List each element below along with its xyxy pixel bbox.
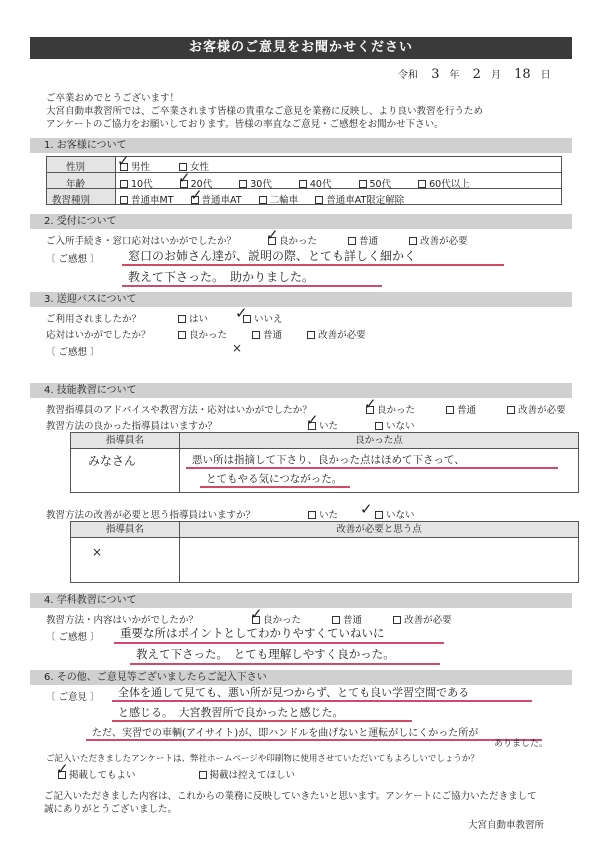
handwritten-answer[interactable]: 教えて下さった。 とても理解しやすく良かった。 [136,647,395,661]
bus-question-use: ご利用されましたか？ [46,314,142,325]
checkbox-age-10s[interactable] [120,180,128,188]
checkbox-improve[interactable] [307,331,315,339]
handwritten-instructor-name[interactable]: みなさん [88,454,137,468]
option-label: 改善が必要 [318,330,366,341]
option-label: 普通 [457,405,477,416]
school-name: 大宮自動車教習所 [468,820,545,831]
bus-use-options [178,311,283,325]
option-label: いない [386,421,415,432]
check-mark-icon: ✓ [364,395,377,413]
checkbox-improve[interactable] [409,237,417,245]
age-option: 40代 [309,179,332,190]
check-mark-icon: ✓ [178,169,191,187]
underline [86,739,542,741]
age-option: 50代 [369,179,392,190]
checkbox-normal[interactable] [446,406,454,414]
type-option: 普通車MT [131,195,174,206]
check-mark-icon: ✓ [190,186,203,204]
handwritten-opinion[interactable]: ただ、実習での車輌(アイサイト)が、即ハンドルを曲げないと運転がしにくかった所が [92,728,479,739]
underline [122,285,382,287]
opinion-label: 〔 ご感想 〕 [46,254,100,265]
female-label: 女性 [190,162,210,173]
reception-question: ご入所手続き・窓口応対はいかがでしたか？ [46,236,237,247]
gender-options [120,159,209,173]
section-header-academic: 4. 学科教習について [30,593,572,608]
skills-question-improve-instructor: 教習方法の改善が必要と思う指導員はいますか？ [46,510,256,521]
handwritten-opinion-note[interactable]: ありました。 [494,739,549,749]
age-label: 年齢 [66,179,86,190]
checkbox-normal[interactable] [348,237,356,245]
bus-question-service: 応対はいかがでしたか？ [46,330,151,341]
option-label: 良かった [279,236,318,247]
option-label: 掲載してもよい [69,770,136,781]
academic-options [252,612,452,626]
bus-service-options [178,327,366,341]
checkbox-no[interactable] [375,422,383,430]
handwritten-answer[interactable]: × [232,341,243,355]
date-day[interactable]: 18 [514,67,531,82]
option-label: はい [189,314,209,325]
consent-options [58,767,295,781]
age-option: 60代以上 [429,179,470,190]
option-label: 改善が必要 [518,405,566,416]
section-header-other: 6. その他、ご意見等ございましたらご記入下さい [30,670,572,685]
good-instructor-options [308,418,415,432]
underline [122,264,504,266]
intro-line: ご卒業おめでとうございます！ [46,93,180,104]
underline [112,700,532,702]
checkbox-yes[interactable] [178,315,186,323]
skills-question-good-instructor: 教習方法の良かった指導員はいますか？ [46,421,218,432]
checkbox-improve[interactable] [507,406,515,414]
type-option: 二輪車 [269,195,299,206]
underline [114,642,444,644]
handwritten-opinion[interactable]: と感じる。 大宮教習所で良かったと感じた。 [118,706,344,719]
handwritten-answer[interactable]: 教えて下さった。 助かりました。 [128,270,315,284]
check-mark-icon: ✓ [266,226,279,244]
opinion-label: 〔 ご意見 〕 [46,692,100,703]
option-label: いた [319,510,339,521]
checkbox-improve[interactable] [393,616,401,624]
handwritten-answer[interactable]: 窓口のお姉さん達が、説明の際、とても詳しく細かく [128,249,417,263]
age-option: 20代 [190,179,213,190]
check-mark-icon: ✓ [306,411,319,429]
option-label: 普通 [359,236,379,247]
date-month[interactable]: 2 [472,67,481,82]
option-label: いない [386,510,415,521]
option-label: いいえ [254,314,283,325]
checkbox-normal[interactable] [252,331,260,339]
checkbox-good[interactable] [178,331,186,339]
opinion-label: 〔 ご感想 〕 [46,632,100,643]
checkbox-yes[interactable] [308,511,316,519]
underline [130,663,440,665]
option-label: 改善が必要 [404,615,452,626]
instructor-name-cell [70,537,180,583]
checkbox-age-50s[interactable] [359,180,367,188]
section-header-reception: 2. 受付について [30,214,572,229]
checkbox-consent-no[interactable] [199,771,207,779]
underline [200,486,350,488]
section-header-skills: 4. 技能教習について [30,383,572,398]
handwritten-opinion[interactable]: 全体を通して見ても、悪い所が見つからず、とても良い学習空間である [118,686,470,699]
column-header-good-points: 良かった点 [179,432,579,449]
check-mark-icon: ✓ [360,500,373,518]
checkbox-age-60s[interactable] [418,180,426,188]
skills-question-instruction: 教習指導員のアドバイスや教習方法・応対はいかがでしたか？ [46,405,312,416]
checkbox-type-mt[interactable] [120,196,128,204]
gender-label: 性別 [66,162,86,173]
option-label: 改善が必要 [420,236,468,247]
check-mark-icon: ✓ [117,152,130,170]
column-header-instructor: 指導員名 [70,432,180,449]
reception-options [268,233,468,247]
option-label: 良かった [189,330,228,341]
age-options [120,176,470,190]
academic-question: 教習方法・内容はいかがでしたか？ [46,615,199,626]
section-header-bus: 3. 送迎バスについて [30,292,572,307]
handwritten-good-points[interactable]: 悪い所は指摘して下さり、良かった点はほめて下さって、 [192,454,465,466]
skills-instruction-options [366,402,566,416]
checkbox-age-30s[interactable] [239,180,247,188]
option-label: 普通 [263,330,283,341]
column-header-instructor: 指導員名 [70,521,180,538]
date [398,66,551,82]
option-label: 良かった [377,405,416,416]
intro-line: アンケートのご協力をお願いしております。皆様の率直なご意見・ご感想をお聞かせ下さい。 [46,119,444,130]
checkbox-no[interactable] [375,511,383,519]
date-year-unit: 年 [449,70,460,81]
checkbox-type-motorcycle[interactable] [259,196,267,204]
option-label: 良かった [263,615,302,626]
type-options [120,192,404,206]
page-title: お客様のご意見をお聞かせください [30,37,572,59]
checkbox-normal[interactable] [332,616,340,624]
handwritten-answer[interactable]: 重要な所はポイントとしてわかりやすくていねいに [120,626,385,640]
male-label: 男性 [131,162,151,173]
consent-question: ご記入いただきましたアンケートは、弊社ホームページや印刷物に使用させていただいてもよろしいでしょうか？ [46,754,479,764]
date-era: 令和 [398,70,418,81]
age-option: 10代 [131,179,153,190]
check-mark-icon: ✓ [250,605,263,623]
section-header-customer: 1. お客様について [30,138,572,153]
date-year[interactable]: 3 [431,67,440,82]
date-day-unit: 日 [540,70,551,81]
footer-line: ご記入いただきました内容は、これからの業務に反映していきたいと思います。アンケートにご協力いただきまして [44,791,537,802]
option-label: いた [319,421,339,432]
type-option: 普通車AT限定解除 [326,195,405,206]
checkbox-age-40s[interactable] [299,180,307,188]
handwritten-good-points[interactable]: とてもやる気につながった。 [206,473,343,485]
opinion-label: 〔 ご感想 〕 [46,347,100,358]
option-label: 普通 [343,615,363,626]
type-label: 教習種別 [52,195,91,206]
intro-line: 大宮自動車教習所では、ご卒業されます皆様の貴重なご意見を業務に反映し、より良い教習を行うため [46,106,484,117]
check-mark-icon: ✓ [56,760,69,778]
intro-text [46,92,576,131]
footer-text [44,790,537,816]
underline [186,467,558,469]
handwritten-instructor-name[interactable]: × [92,545,103,559]
check-mark-icon: ✓ [235,304,248,322]
footer-line: 誠にありがとうございました。 [44,804,178,815]
option-label: 掲載は控えてほしい [209,770,296,781]
underline [112,720,412,722]
age-option: 30代 [250,179,272,190]
date-month-unit: 月 [490,70,501,81]
checkbox-type-at-removal[interactable] [315,196,323,204]
column-header-improve-points: 改善が必要と思う点 [179,521,579,538]
type-option: 普通車AT [201,195,242,206]
improve-points-cell [179,537,579,583]
